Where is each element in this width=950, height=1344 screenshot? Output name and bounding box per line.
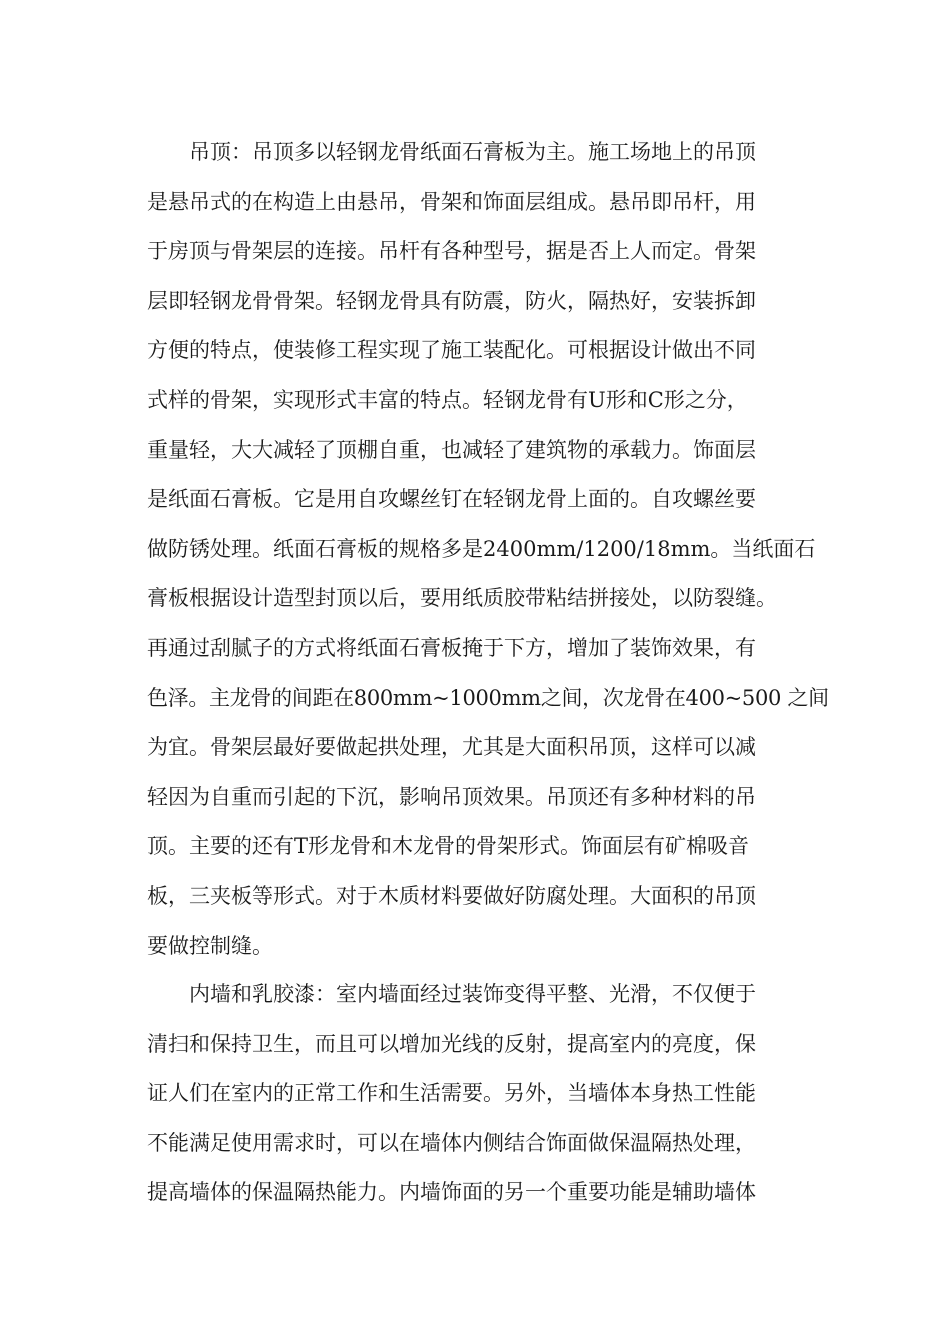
text-line: 膏板根据设计造型封顶以后，要用纸质胶带粘结拼接处，以防裂缝。 [147, 586, 777, 611]
text-line: 不能满足使用需求时，可以在墙体内侧结合饰面做保温隔热处理， [147, 1130, 756, 1155]
paragraph-interior-wall [147, 970, 831, 1218]
text-line: 为宜。骨架层最好要做起拱处理，尤其是大面积吊顶，这样可以减 [147, 735, 756, 760]
paragraph-ceiling [147, 128, 831, 971]
text-line: 做防锈处理。纸面石膏板的规格多是2400mm/1200/18mm。当纸面石 [147, 536, 816, 561]
text-line: 内墙和乳胶漆：室内墙面经过装饰变得平整、光滑，不仅便于 [189, 982, 756, 1006]
text-line: 吊顶：吊顶多以轻钢龙骨纸面石膏板为主。施工场地上的吊顶 [189, 140, 756, 164]
text-line: 证人们在室内的正常工作和生活需要。另外，当墙体本身热工性能 [147, 1081, 756, 1106]
text-line: 要做控制缝。 [147, 933, 273, 958]
text-line: 清扫和保持卫生，而且可以增加光线的反射，提高室内的亮度，保 [147, 1031, 756, 1056]
text-line: 重量轻，大大减轻了顶棚自重，也减轻了建筑物的承载力。饰面层 [147, 437, 756, 462]
text-line: 提高墙体的保温隔热能力。内墙饰面的另一个重要功能是辅助墙体 [147, 1180, 756, 1205]
text-line: 层即轻钢龙骨骨架。轻钢龙骨具有防震，防火，隔热好，安装拆卸 [147, 288, 756, 313]
text-line: 轻因为自重而引起的下沉，影响吊顶效果。吊顶还有多种材料的吊 [147, 784, 756, 809]
text-line: 式样的骨架，实现形式丰富的特点。轻钢龙骨有U形和C形之分， [147, 387, 748, 412]
text-line: 再通过刮腻子的方式将纸面石膏板掩于下方，增加了装饰效果，有 [147, 635, 756, 660]
text-line: 于房顶与骨架层的连接。吊杆有各种型号，据是否上人而定。骨架 [147, 239, 756, 264]
text-line: 板，三夹板等形式。对于木质材料要做好防腐处理。大面积的吊顶 [147, 883, 756, 908]
text-line: 是悬吊式的在构造上由悬吊，骨架和饰面层组成。悬吊即吊杆，用 [147, 189, 756, 214]
text-line: 是纸面石膏板。它是用自攻螺丝钉在轻钢龙骨上面的。自攻螺丝要 [147, 487, 756, 512]
text-line: 方便的特点，使装修工程实现了施工装配化。可根据设计做出不同 [147, 338, 756, 363]
text-line: 顶。主要的还有T形龙骨和木龙骨的骨架形式。饰面层有矿棉吸音 [147, 834, 750, 859]
text-line: 色泽。主龙骨的间距在800mm~1000mm之间，次龙骨在400~500 之间 [147, 685, 829, 710]
